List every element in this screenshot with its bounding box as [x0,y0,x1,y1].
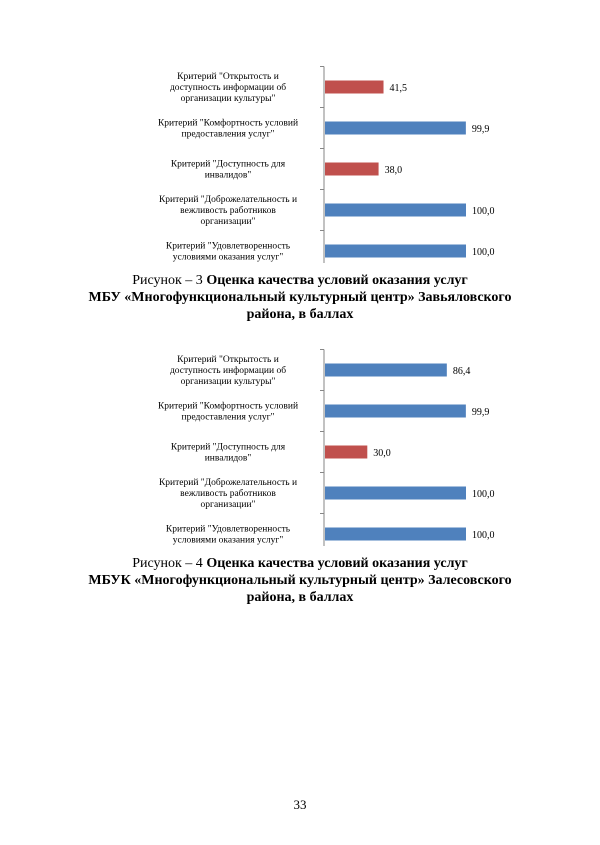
bar [325,245,466,258]
bar [325,487,466,500]
category-label: Критерий "Доброжелательность и вежливость работников организации" [158,195,298,227]
value-label: 41,5 [389,83,408,94]
category-label: Критерий "Удовлетворенность условиями оказания услуг" [165,241,291,263]
bar [325,81,384,94]
value-label: 100,0 [472,247,495,258]
category-label: Критерий "Доброжелательность и вежливость работников организации" [158,478,298,510]
value-label: 100,0 [472,206,495,217]
figure-3-prefix: Рисунок – 3 [132,273,203,288]
chart-1 [0,58,600,263]
figure-4-title: Оценка качества условий оказания услуг [206,556,468,571]
category-label: Критерий "Открытость и доступность информации об организации культуры" [169,355,287,387]
category-label: Критерий "Доступность для инвалидов" [170,159,286,181]
bar [325,405,466,418]
value-label: 30,0 [373,448,391,459]
figure-3-caption-line2: МБУ «Многофункциональный культурный центр» Завьяловского [88,290,512,305]
bar [325,446,367,459]
figure-4-caption-line2: МБУК «Многофункциональный культурный центр» Залесовского [88,573,512,588]
figure-3-caption-line1 [0,272,600,289]
bar [325,163,379,176]
bar [325,204,466,217]
figure-4-caption-line1 [0,555,600,572]
value-label: 100,0 [472,530,495,541]
category-label: Критерий "Открытость и доступность информации об организации культуры" [169,72,287,104]
figure-3-title: Оценка качества условий оказания услуг [206,273,468,288]
figure-4-caption-line3: района, в баллах [246,590,354,605]
value-label: 38,0 [384,165,403,176]
value-label: 99,9 [471,124,490,135]
value-label: 86,4 [452,366,471,377]
category-label: Критерий "Доступность для инвалидов" [170,442,286,464]
chart-1-svg [0,58,600,263]
category-label: Критерий "Комфортность условий предоставления услуг" [157,401,299,423]
value-label: 100,0 [472,489,495,500]
figure-3-caption-line3: района, в баллах [246,307,354,322]
value-label: 99,9 [471,407,490,418]
figure-4-prefix: Рисунок – 4 [132,556,203,571]
bar [325,528,466,541]
bar [325,364,447,377]
category-label: Критерий "Комфортность условий предоставления услуг" [157,118,299,140]
figure-3-caption [0,272,600,323]
category-label: Критерий "Удовлетворенность условиями оказания услуг" [165,524,291,546]
figure-4-caption [0,555,600,606]
chart-2 [0,341,600,546]
page-number: 33 [293,797,307,812]
chart-2-svg [0,341,600,546]
bar [325,122,466,135]
